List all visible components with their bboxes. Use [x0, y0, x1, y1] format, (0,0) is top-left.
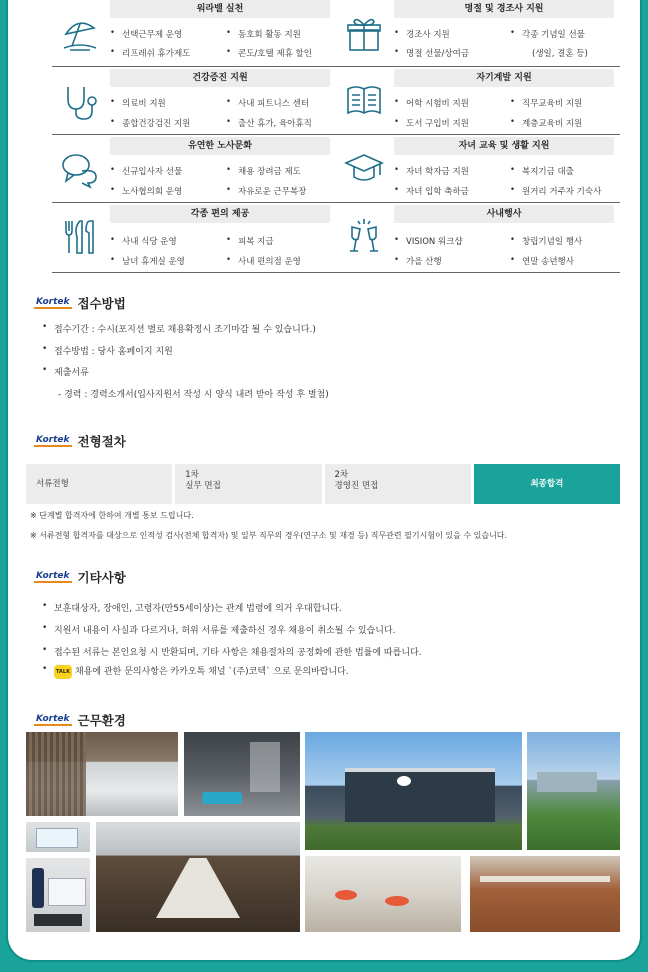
section-heading: 전형절차 [77, 434, 126, 449]
apply-line: • 접수방법 : 당사 홈페이지 지원 [54, 344, 173, 357]
photo-building [305, 732, 522, 850]
benefit-item: • 피복 지급 [238, 235, 274, 247]
benefit-item: (생일, 결혼 등) [532, 49, 588, 59]
apply-line: • 제출서류 [54, 365, 89, 378]
benefit-title: 각종 편의 제공 [110, 205, 330, 223]
etc-line: • 지원서 내용이 사실과 다르거나, 허위 서류를 제출하신 경우 채용이 취소될 수 있습니다. [54, 623, 395, 636]
etc-line [54, 664, 349, 679]
benefit-item: • 자유로운 근무복장 [238, 185, 306, 197]
benefit-item: • 경조사 지원 [406, 28, 450, 40]
step-sublabel: 실무 면접 [185, 481, 221, 491]
env-section-title [34, 711, 126, 729]
benefit-item: • 직무교육비 지원 [522, 97, 582, 109]
benefit-item: • 원거리 거주자 기숙사 [522, 185, 601, 197]
benefit-events [336, 203, 620, 270]
benefit-title: 명절 및 경조사 지원 [394, 0, 614, 18]
kakaotalk-icon: TALK [54, 665, 72, 679]
kortek-logo: Kortek [36, 297, 70, 307]
process-steps [26, 464, 620, 504]
champagne-icon [344, 217, 384, 257]
step-label: 2차 [334, 470, 349, 480]
benefit-item: • 신규입사자 선물 [122, 165, 182, 177]
benefits-row [52, 0, 620, 67]
benefit-item: • 동호회 활동 지원 [238, 28, 301, 40]
benefit-item: • 가을 산행 [406, 255, 442, 267]
gift-icon [344, 14, 384, 54]
benefits-row [52, 203, 620, 273]
benefit-item: • 도서 구입비 지원 [406, 117, 469, 129]
benefit-item: • 어학 시험비 지원 [406, 97, 469, 109]
photo-notebook [26, 822, 90, 852]
benefit-item: • 남녀 휴게실 운영 [122, 255, 185, 267]
utensils-icon [60, 217, 100, 257]
process-note: ※ 서류전형 합격자를 대상으로 인적성 검사(전체 합격자) 및 일부 직무의 경우(연구소 및 재경 등) 직무관련 필기시험이 있을 수 있습니다. [30, 531, 508, 540]
photo-lobby [26, 732, 178, 816]
beach-umbrella-icon [60, 14, 100, 54]
step-first-interview [175, 464, 321, 504]
apply-line: • 접수기간 : 수시(포지션 별로 채용확정시 조기마감 될 수 있습니다.) [54, 322, 316, 335]
photo-welcome-kit [26, 858, 90, 932]
process-note: ※ 단계별 합격자에 한하여 개별 통보 드립니다. [30, 511, 194, 520]
photo-meeting-room [96, 822, 300, 932]
benefit-title: 사내행사 [394, 205, 614, 223]
benefit-health [52, 67, 336, 134]
kortek-logo: Kortek [36, 571, 70, 581]
benefit-work-life [52, 0, 336, 67]
step-label: 1차 [185, 470, 199, 480]
benefit-item: • 사내 식당 운영 [122, 235, 177, 247]
benefit-title: 유연한 노사문화 [110, 137, 330, 155]
benefit-title: 건강증진 지원 [110, 69, 330, 87]
chat-bubbles-icon [60, 149, 100, 189]
etc-section-title [34, 568, 126, 586]
benefit-item: • 사내 피트니스 센터 [238, 97, 309, 109]
step-label: 서류전형 [36, 478, 69, 489]
benefit-title: 워라밸 실천 [110, 0, 330, 18]
photo-cafe [305, 856, 461, 932]
benefit-item: • 각종 기념일 선물 [522, 28, 585, 40]
benefit-item: • 리프레쉬 휴가제도 [122, 47, 190, 59]
apply-subline: - 경력 : 경력소개서(입사지원서 작성 시 양식 내려 받아 작성 후 별첨) [58, 390, 329, 400]
benefit-self-dev [336, 67, 620, 134]
step-sublabel: 경영진 면접 [334, 481, 379, 491]
photo-cafeteria [470, 856, 620, 932]
benefit-convenience [52, 203, 336, 270]
benefit-item: • 자녀 입학 축하금 [406, 185, 469, 197]
kortek-logo: Kortek [36, 714, 70, 724]
etc-line: • 보훈대상자, 장애인, 고령자(만55세이상)는 관계 법령에 의거 우대합니다. [54, 601, 342, 614]
photo-lounge [184, 732, 300, 816]
benefit-item: • 출산 휴가, 육아휴직 [238, 117, 312, 129]
book-icon [344, 81, 384, 121]
graduation-cap-icon [344, 149, 384, 189]
benefit-item: • VISION 워크샵 [406, 235, 463, 247]
benefit-item: • 종합건강검진 지원 [122, 117, 190, 129]
kortek-logo: Kortek [36, 435, 70, 445]
benefit-item: • 선택근무제 운영 [122, 28, 182, 40]
benefit-item: • 사내 편의점 운영 [238, 255, 301, 267]
section-heading: 기타사항 [77, 570, 126, 585]
section-heading: 근무환경 [77, 713, 126, 728]
benefit-item: • 명절 선물/상여금 [406, 47, 469, 59]
benefit-item: • 창립기념일 행사 [522, 235, 582, 247]
etc-line-text: 채용에 관한 문의사항은 카카오톡 채널 `(주)코텍` 으로 문의바랍니다. [75, 667, 349, 677]
step-label: 최종합격 [530, 478, 564, 489]
photo-garden [527, 732, 620, 850]
benefit-item: • 의료비 지원 [122, 97, 166, 109]
benefit-family [336, 135, 620, 202]
benefit-item: • 자녀 학자금 지원 [406, 165, 469, 177]
stethoscope-icon [60, 81, 100, 121]
benefit-title: 자기계발 지원 [394, 69, 614, 87]
section-heading: 접수방법 [77, 296, 126, 311]
benefit-culture [52, 135, 336, 202]
step-document [26, 464, 172, 504]
benefit-item: • 복지기금 대출 [522, 165, 574, 177]
benefits-row [52, 67, 620, 135]
step-second-interview [325, 464, 471, 504]
benefit-item: • 노사협의회 운영 [122, 185, 182, 197]
benefit-item: • 계층교육비 지원 [522, 117, 582, 129]
benefits-row [52, 135, 620, 203]
process-section-title [34, 432, 126, 450]
etc-line: • 접수된 서류는 본인요청 시 반환되며, 기타 사항은 채용절차의 공정화에 관한 법률에 따릅니다. [54, 645, 422, 658]
benefits-table [52, 0, 620, 273]
benefit-holiday [336, 0, 620, 67]
benefit-item: • 채용 장려금 제도 [238, 165, 301, 177]
benefit-item: • 콘도/호텔 제휴 할인 [238, 47, 312, 59]
benefit-item: • 연말 송년행사 [522, 255, 574, 267]
apply-section-title [34, 294, 126, 312]
step-final [474, 464, 620, 504]
benefit-title: 자녀 교육 및 생활 지원 [394, 137, 614, 155]
